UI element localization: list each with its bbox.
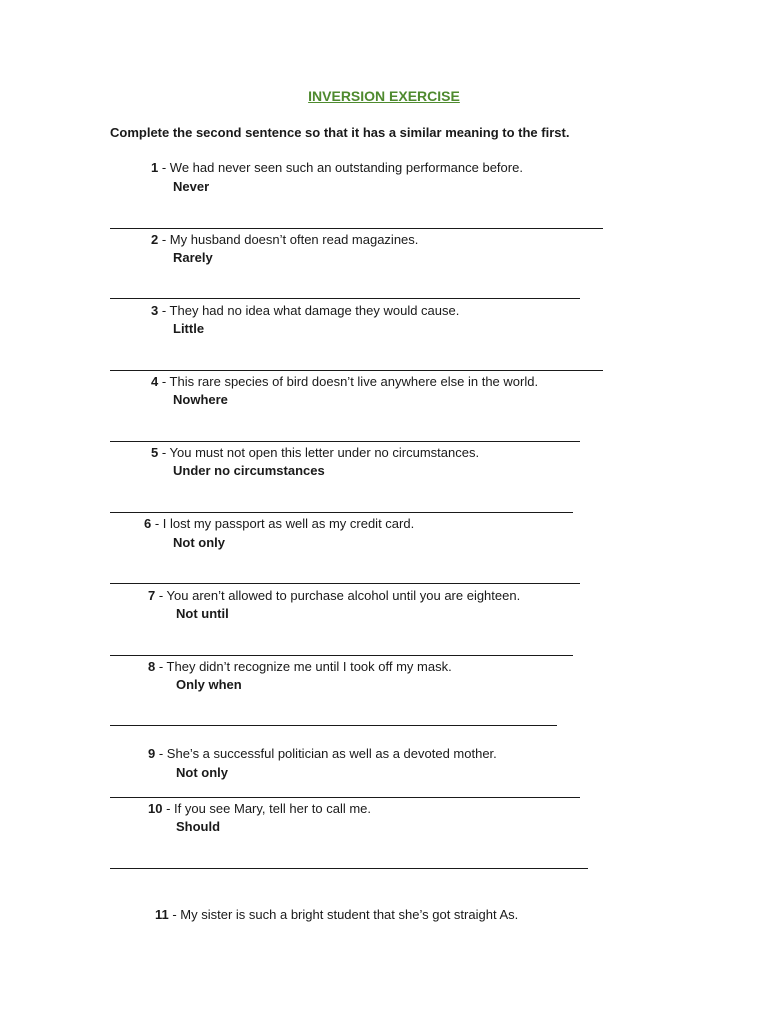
page-title: INVERSION EXERCISE [308,88,460,104]
question-5 [151,445,479,460]
cue-word: Should [176,819,221,834]
question-4 [151,374,538,389]
question-sentence: - They had no idea what damage they would cause. [158,303,460,318]
answer-line[interactable] [110,725,557,726]
question-sentence: - You aren’t allowed to purchase alcohol until you are eighteen. [155,588,521,603]
answer-line[interactable] [110,298,580,299]
cue-word: Little [173,321,205,336]
answer-line[interactable] [110,441,580,442]
question-number: 9 [148,746,156,761]
question-sentence: - This rare species of bird doesn’t live anywhere else in the world. [158,374,539,389]
question-number: 6 [144,516,152,531]
answer-line[interactable] [110,655,573,656]
question-11 [155,907,518,922]
question-10 [148,801,371,816]
answer-line[interactable] [110,228,603,229]
question-sentence: - My sister is such a bright student that she’s got straight As. [168,907,519,922]
question-9 [148,746,497,761]
cue-word: Rarely [173,250,213,265]
instructions: Complete the second sentence so that it has a similar meaning to the first. [110,125,570,140]
cue-word: Under no circumstances [173,463,325,478]
question-sentence: - We had never seen such an outstanding performance before. [158,160,523,175]
question-sentence: - My husband doesn’t often read magazines. [158,232,419,247]
answer-line[interactable] [110,512,573,513]
question-sentence: - You must not open this letter under no circumstances. [158,445,480,460]
question-number: 10 [148,801,163,816]
question-8 [148,659,452,674]
question-sentence: - They didn’t recognize me until I took off my mask. [155,659,452,674]
cue-word: Not only [176,765,228,780]
cue-word: Nowhere [173,392,228,407]
question-sentence: - I lost my passport as well as my credit card. [151,516,415,531]
question-1 [151,160,523,175]
cue-word: Not until [176,606,229,621]
question-2 [151,232,418,247]
question-number: 1 [151,160,159,175]
answer-line[interactable] [110,583,580,584]
question-sentence: - If you see Mary, tell her to call me. [162,801,372,816]
question-number: 7 [148,588,156,603]
question-7 [148,588,520,603]
answer-line[interactable] [110,797,580,798]
question-number: 5 [151,445,159,460]
question-3 [151,303,459,318]
cue-word: Not only [173,535,225,550]
question-number: 3 [151,303,159,318]
question-number: 2 [151,232,159,247]
answer-line[interactable] [110,868,588,869]
cue-word: Never [173,179,210,194]
question-6 [144,516,414,531]
question-number: 8 [148,659,156,674]
question-number: 4 [151,374,159,389]
question-sentence: - She’s a successful politician as well as a devoted mother. [155,746,497,761]
answer-line[interactable] [110,370,603,371]
cue-word: Only when [176,677,242,692]
question-number: 11 [155,907,169,922]
